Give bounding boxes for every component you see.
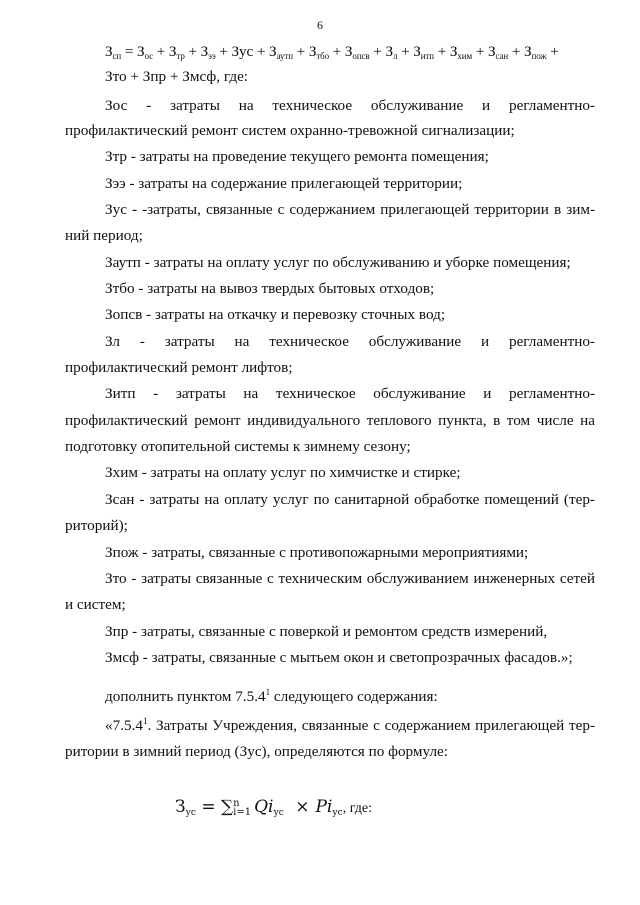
formula-plus-7: + bbox=[397, 43, 414, 60]
def-zautp: Заутп - затраты на оплату услуг по обслуживанию и уборке помещения; bbox=[105, 254, 571, 271]
formula-term-sub-5: тбо bbox=[316, 51, 330, 61]
formula-eq: = bbox=[121, 43, 137, 60]
formula-term-sub-9: хим bbox=[457, 51, 473, 61]
formula-term-sub-0: ос bbox=[144, 51, 154, 61]
ff-eq: = bbox=[201, 797, 216, 817]
ff-pi-sub: ус bbox=[332, 808, 343, 818]
ff-tail: , где: bbox=[342, 801, 372, 816]
amend-post: следующего содержания: bbox=[270, 688, 438, 705]
amend-line bbox=[65, 684, 595, 709]
formula-term-sub-4: аутп bbox=[276, 51, 293, 61]
formula-plus-11: + bbox=[546, 43, 559, 60]
ff-p: P bbox=[315, 797, 327, 817]
ff-qi: i bbox=[268, 797, 274, 817]
ff-q: Q bbox=[254, 797, 269, 817]
formula-plus-2: + bbox=[215, 43, 232, 60]
def-zto-line2: и систем; bbox=[65, 596, 126, 613]
def-zos-line1: Зос - затраты на техническое обслуживание и регламентно- bbox=[105, 97, 595, 114]
def-zus-line2: ний период; bbox=[65, 227, 143, 244]
def-zmsf: Змсф - затраты, связанные с мытьем окон и светопрозрачных фасадов.»; bbox=[105, 649, 573, 666]
def-zl-line1: Зл - затраты на техническое обслуживание и регламентно- bbox=[105, 333, 595, 350]
formula-term-10: З bbox=[487, 43, 496, 60]
def-zitp-line2: профилактический ремонт индивидуального теплового пункта, в том числе на bbox=[65, 412, 595, 429]
formula-term-sub-1: тр bbox=[176, 51, 185, 61]
formula-term-11: З bbox=[523, 43, 532, 60]
def-zl-line2: профилактический ремонт лифтов; bbox=[65, 359, 293, 376]
def-zpozh: Зпож - затраты, связанные с противопожарными мероприятиями; bbox=[105, 544, 529, 561]
page-number: 6 bbox=[317, 18, 323, 32]
formula-lhs: З bbox=[105, 43, 113, 60]
def-zhim: Зхим - затраты на оплату услуг по химчистке и стирке; bbox=[105, 464, 461, 481]
amend-sup: 1 bbox=[265, 686, 271, 697]
clause-rest1: . Затраты Учреждения, связанные с содержанием прилегающей тер- bbox=[147, 717, 595, 734]
formula-plus-10: + bbox=[508, 43, 524, 60]
formula-term-sub-11: пож bbox=[531, 51, 547, 61]
formula-term-9: З bbox=[449, 43, 458, 60]
formula-term-1: З bbox=[168, 43, 177, 60]
formula-term-sub-2: ээ bbox=[208, 51, 216, 61]
formula-term-2: З bbox=[200, 43, 209, 60]
clause-line2: ритории в зимний период (Зус), определяются по формуле: bbox=[65, 743, 448, 760]
def-zee: Зээ - затраты на содержание прилегающей территории; bbox=[105, 175, 463, 192]
def-zitp-line1: Зитп - затраты на техническое обслуживание и регламентно- bbox=[105, 385, 595, 402]
formula-plus-9: + bbox=[472, 43, 488, 60]
clause-start: «7.5.4 bbox=[105, 717, 143, 734]
formula-term-sub-6: опсв bbox=[352, 51, 370, 61]
main-formula-line2: Зто + Зпр + Змсф, где: bbox=[105, 68, 249, 85]
formula-lhs-sub: сп bbox=[112, 51, 122, 61]
formula-plus-1: + bbox=[184, 43, 201, 60]
formula-plus-0: + bbox=[153, 43, 169, 60]
def-zpr: Зпр - затраты, связанные с поверкой и ремонтом средств измерений, bbox=[105, 623, 548, 640]
formula-plus-4: + bbox=[292, 43, 309, 60]
def-ztr: Зтр - затраты на проведение текущего ремонта помещения; bbox=[105, 148, 489, 165]
def-zsan-line1: Зсан - затраты на оплату услуг по санитарной обработке помещений (тер- bbox=[105, 491, 595, 508]
formula-plus-3: + bbox=[253, 43, 270, 60]
ff-lhs: З bbox=[175, 797, 186, 817]
ff-sum: ∑ bbox=[221, 797, 234, 817]
formula-term-3: Зус bbox=[231, 43, 254, 60]
formula-plus-6: + bbox=[369, 43, 386, 60]
clause-line1 bbox=[65, 713, 595, 738]
ff-times: × bbox=[295, 797, 310, 817]
def-zus-line1: Зус - -затраты, связанные с содержанием прилегающей территории в зим- bbox=[105, 201, 595, 218]
formula-plus-8: + bbox=[434, 43, 450, 60]
formula-term-sub-7: л bbox=[392, 51, 398, 61]
main-formula bbox=[105, 43, 600, 61]
ff-pi: i bbox=[326, 797, 333, 817]
ff-qi-sub: ус bbox=[273, 808, 284, 818]
def-zos-line2: профилактический ремонт систем охранно-тревожной сигнализации; bbox=[65, 122, 515, 139]
formula-term-8: З bbox=[413, 43, 421, 60]
formula-term-0: З bbox=[137, 43, 145, 60]
ff-sum-sup: n bbox=[233, 797, 240, 809]
formula-term-7: З bbox=[385, 43, 393, 60]
def-zto-line1: Зто - затраты связанные с техническим обслуживанием инженерных сетей bbox=[105, 570, 595, 587]
formula-term-sub-8: итп bbox=[420, 51, 435, 61]
formula-term-4: З bbox=[269, 43, 277, 60]
amend-pre: дополнить пунктом 7.5.4 bbox=[105, 688, 266, 705]
def-zitp-line3: подготовку отопительной системы к зимнему сезону; bbox=[65, 438, 411, 455]
ff-lhs-sub: ус bbox=[185, 808, 196, 818]
def-zsan-line2: риторий); bbox=[65, 517, 128, 534]
formula-term-5: З bbox=[308, 43, 317, 60]
def-ztbo: Зтбо - затраты на вывоз твердых бытовых отходов; bbox=[105, 280, 435, 297]
clause-sup: 1 bbox=[142, 715, 148, 726]
ff-sum-sub: i=1 bbox=[233, 806, 252, 818]
formula-term-6: З bbox=[344, 43, 353, 60]
def-zopsv: Зопсв - затраты на откачку и перевозку сточных вод; bbox=[105, 306, 446, 323]
formula-plus-5: + bbox=[329, 43, 345, 60]
winter-cost-formula bbox=[175, 797, 372, 817]
formula-term-sub-10: сан bbox=[495, 51, 509, 61]
